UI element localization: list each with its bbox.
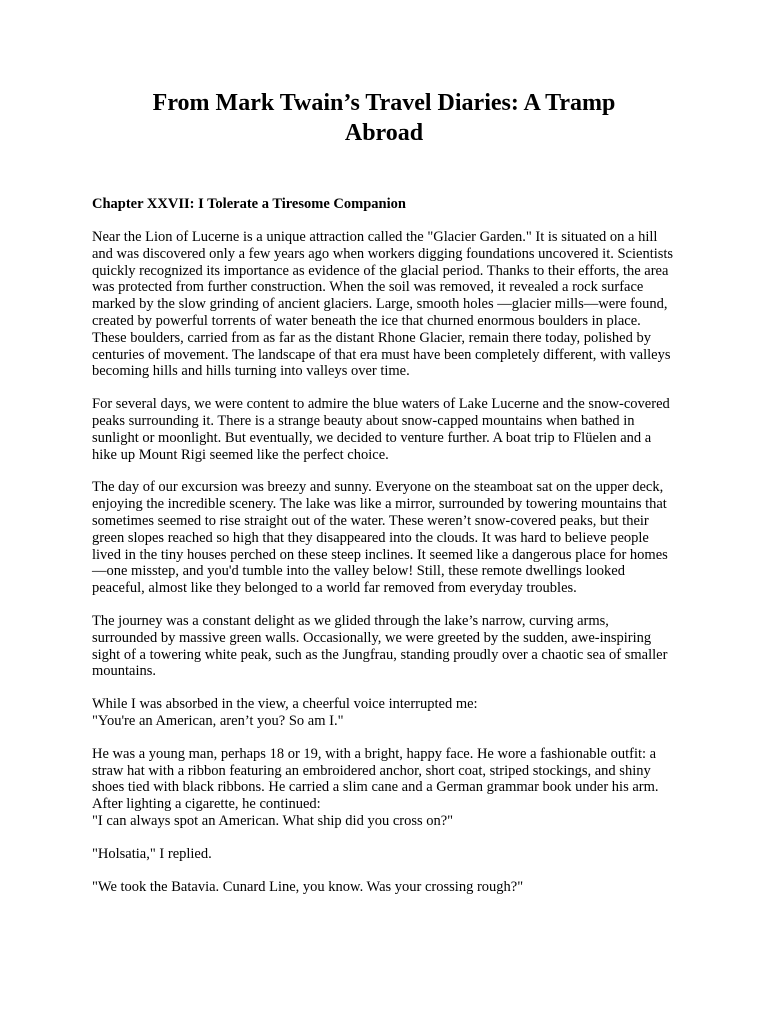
dialogue-line: "You're an American, aren’t you? So am I." [92, 712, 344, 729]
document-page [92, 88, 676, 895]
document-body [92, 229, 676, 895]
paragraph-cheerful-voice [92, 696, 676, 730]
text-block: He was a young man, perhaps 18 or 19, with a bright, happy face. He wore a fashionable outfit: a straw hat with a ribbon featuring an embroidered anchor, short coat, striped stockings, and shiny shoes tied with black ribbons. He carried a slim cane and a German grammar book under his arm. After lighting a cigarette, he continued: [92, 745, 659, 813]
title-line: Abroad [344, 120, 424, 146]
chapter-heading: Chapter XXVII: I Tolerate a Tiresome Companion [92, 196, 406, 212]
paragraph-lake-lucerne: For several days, we were content to admire the blue waters of Lake Lucerne and the snow-covered peaks surrounding it. There is a strange beauty about snow-capped mountains when bathed in sunlight or moonlight. But eventually, we decided to venture further. A boat trip to Flüelen and a hike up Mount Rigi seemed like the perfect choice. [92, 396, 670, 463]
dialogue-line: "I can always spot an American. What ship did you cross on?" [92, 812, 454, 829]
document-title [92, 88, 676, 148]
paragraph-young-man [92, 746, 676, 830]
paragraph-excursion-day: The day of our excursion was breezy and sunny. Everyone on the steamboat sat on the upper deck, enjoying the incredible scenery. The lake was like a mirror, surrounded by towering mountains that sometimes seemed to rise straight out of the water. These weren’t snow-covered peaks, but their green slopes reached so high that they disappeared into the clouds. It was hard to believe people lived in the tiny houses perched on these steep inclines. It seemed like a dangerous place for homes—one misstep, and you'd tumble into the valley below! Still, these remote dwellings looked peaceful, almost like they belonged to a world far removed from everyday troubles. [92, 479, 668, 597]
paragraph-journey: The journey was a constant delight as we glided through the lake’s narrow, curving arms, surrounded by massive green walls. Occasionally, we were greeted by the sudden, awe-inspiring sight of a towering white peak, such as the Jungfrau, standing proudly over a chaotic sea of smaller mountains. [92, 612, 668, 680]
paragraph-glacier-garden: Near the Lion of Lucerne is a unique attraction called the "Glacier Garden." It is situated on a hill and was discovered only a few years ago when workers digging foundations uncovered it. Scientists quickly recognized its importance as evidence of the glacial period. Thanks to their efforts, the area was protected from further construction. When the soil was removed, it revealed a rock surface marked by the slow grinding of ancient glaciers. Large, smooth holes —glacier mills—were found, created by powerful torrents of water beneath the ice that churned enormous boulders in place. These boulders, carried from as far as the distant Rhone Glacier, remain there today, polished by centuries of movement. The landscape of that era must have been completely different, with valleys becoming hills and hills turning into valleys over time. [92, 229, 674, 380]
paragraph-holsatia: "Holsatia," I replied. [92, 845, 212, 862]
paragraph-batavia: "We took the Batavia. Cunard Line, you know. Was your crossing rough?" [92, 878, 524, 895]
text-line: While I was absorbed in the view, a cheerful voice interrupted me: [92, 696, 478, 713]
title-line: From Mark Twain’s Travel Diaries: A Tramp [152, 90, 616, 116]
